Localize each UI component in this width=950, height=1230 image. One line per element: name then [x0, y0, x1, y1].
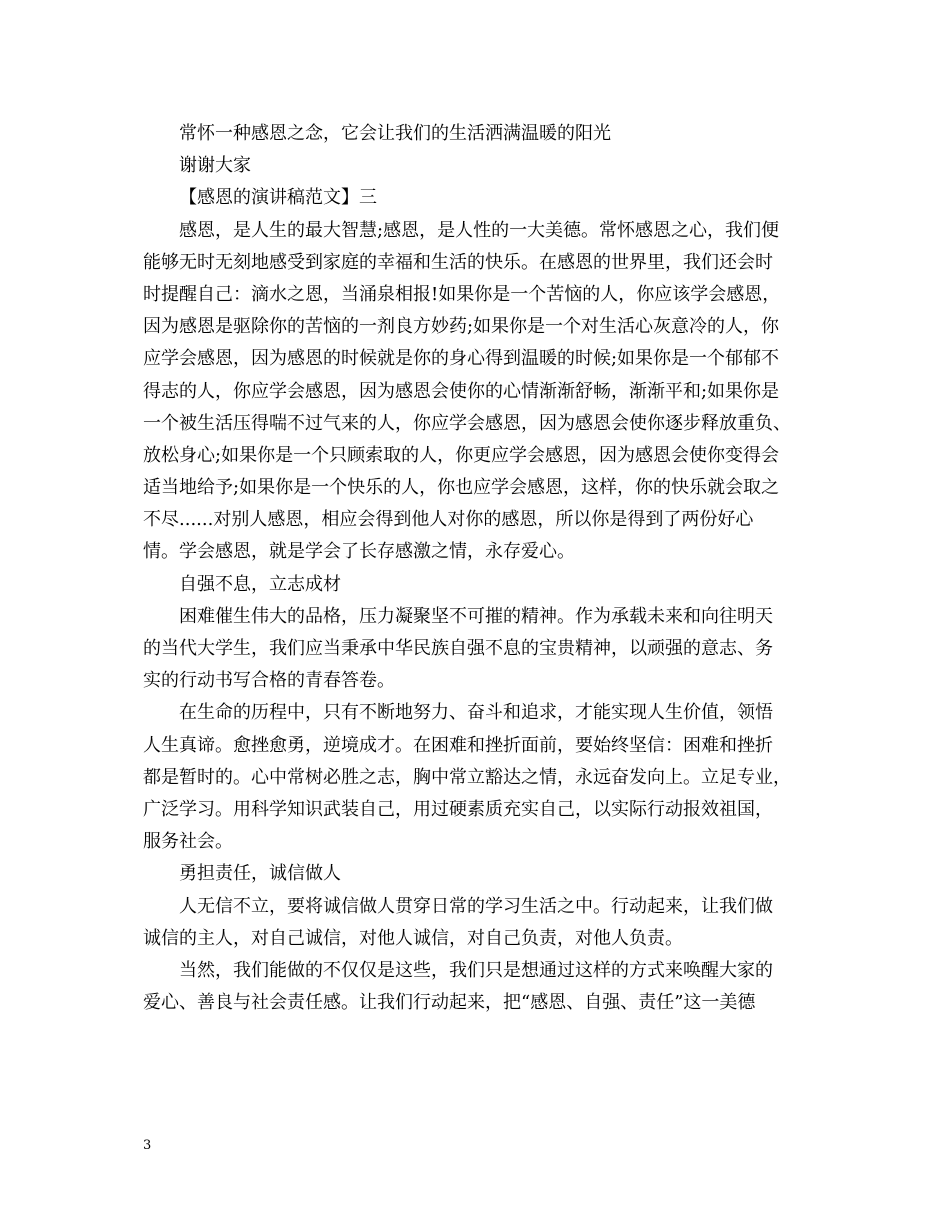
text-line: 都是暂时的。心中常树必胜之志，胸中常立豁达之情，永远奋发向上。立足专业，: [143, 766, 791, 788]
paragraph: [143, 858, 815, 890]
text-line: 能够无时无刻地感受到家庭的幸福和生活的快乐。在感恩的世界里，我们还会时: [143, 251, 773, 273]
text-line: 服务社会。: [143, 831, 233, 853]
text-line: 得志的人，你应学会感恩，因为感恩会使你的心情渐渐舒畅，渐渐平和;如果你是: [143, 380, 780, 402]
text-line: 勇担责任，诚信做人: [179, 863, 341, 885]
paragraph: [143, 182, 815, 214]
text-line: 一个被生活压得喘不过气来的人，你应学会感恩，因为感恩会使你逐步释放重负、: [143, 412, 791, 434]
text-line: 诚信的主人，对自己诚信，对他人诚信，对自己负责，对他人负责。: [143, 927, 683, 949]
text-line: 广泛学习。用科学知识武装自己，用过硬素质充实自己，以实际行动报效祖国，: [143, 798, 773, 820]
text-line: 时提醒自己：滴水之恩，当涌泉相报!如果你是一个苦恼的人，你应该学会感恩，: [143, 283, 781, 305]
text-line: 不尽......对别人感恩，相应会得到他人对你的感恩，所以你是得到了两份好心: [143, 509, 754, 531]
text-line: 放松身心;如果你是一个只顾索取的人，你更应学会感恩，因为感恩会使你变得会: [143, 444, 780, 466]
paragraph: [143, 215, 815, 569]
text-line: 常怀一种感恩之念，它会让我们的生活洒满温暖的阳光: [179, 123, 611, 144]
text-line: 爱心、善良与社会责任感。让我们行动起来，把“感恩、自强、责任”这一美德: [143, 992, 756, 1014]
paragraph: [143, 118, 815, 150]
text-line: 应学会感恩，因为感恩的时候就是你的身心得到温暖的时候;如果你是一个郁郁不: [143, 348, 780, 370]
text-line: 适当地给予;如果你是一个快乐的人，你也应学会感恩，这样，你的快乐就会取之: [143, 477, 780, 499]
text-line: 的当代大学生，我们应当秉承中华民族自强不息的宝贵精神，以顽强的意志、务: [143, 638, 773, 659]
document-body: [143, 118, 815, 1019]
text-line: 因为感恩是驱除你的苦恼的一剂良方妙药;如果你是一个对生活心灰意冷的人，你: [143, 316, 780, 338]
text-line: 【感恩的演讲稿范文】三: [179, 187, 377, 209]
text-line: 困难催生伟大的品格，压力凝聚坚不可摧的精神。作为承载未来和向往明天: [179, 605, 773, 627]
text-line: 人无信不立，要将诚信做人贯穿日常的学习生活之中。行动起来，让我们做: [179, 895, 773, 917]
text-line: 自强不息，立志成材: [179, 573, 341, 595]
paragraph: [143, 697, 815, 858]
paragraph: [143, 150, 815, 182]
text-line: 人生真谛。愈挫愈勇，逆境成才。在困难和挫折面前，要始终坚信：困难和挫折: [143, 734, 773, 756]
paragraph: [143, 891, 815, 955]
page-number: 3: [143, 1138, 152, 1153]
text-line: 情。学会感恩，就是学会了长存感激之情，永存爱心。: [143, 541, 575, 563]
paragraph: [143, 601, 815, 698]
text-line: 在生命的历程中，只有不断地努力、奋斗和追求，才能实现人生价值，领悟: [179, 702, 773, 724]
text-line: 谢谢大家: [179, 155, 251, 177]
paragraph: [143, 569, 815, 601]
paragraph: [143, 955, 815, 1019]
text-line: 感恩，是人生的最大智慧;感恩，是人性的一大美德。常怀感恩之心，我们便: [179, 219, 780, 241]
text-line: 当然，我们能做的不仅仅是这些，我们只是想通过这样的方式来唤醒大家的: [179, 959, 773, 981]
text-line: 实的行动书写合格的青春答卷。: [143, 670, 395, 692]
